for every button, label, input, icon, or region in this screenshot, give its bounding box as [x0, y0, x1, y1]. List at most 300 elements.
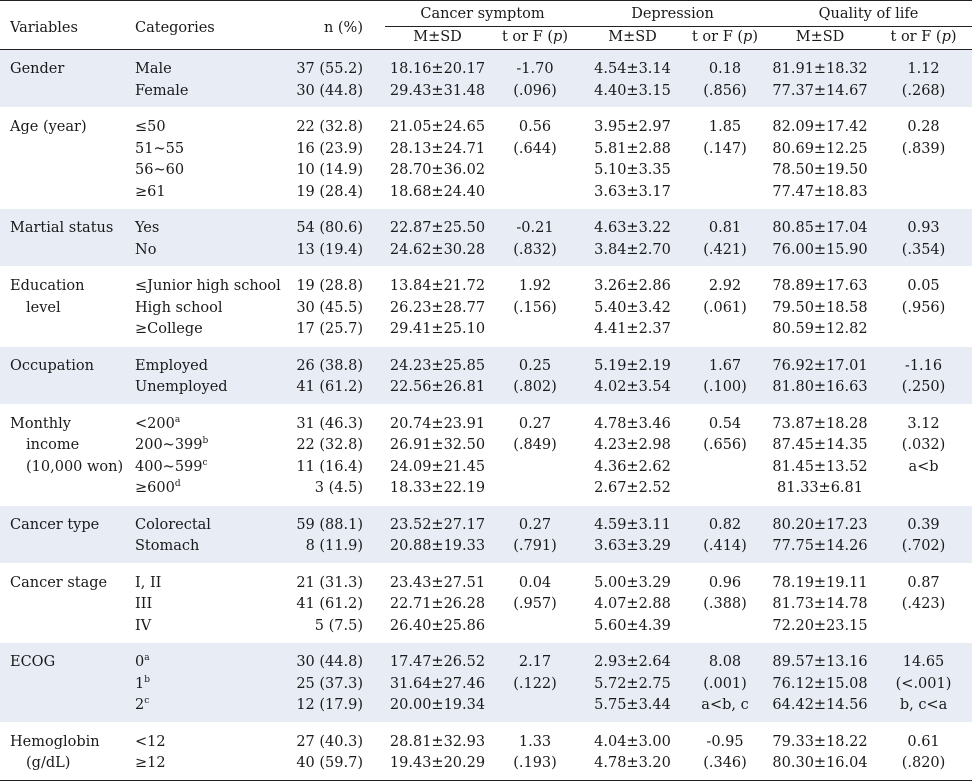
cancer-symptom-msd-cell	[385, 563, 490, 643]
table-row	[0, 209, 972, 267]
variable-cell	[0, 108, 125, 209]
qol-test-cell	[875, 643, 972, 723]
cell-line: 28.70±36.02	[389, 162, 486, 178]
cell-line: income	[26, 437, 80, 453]
cell-line: Female	[135, 82, 189, 99]
depression-msd-cell	[580, 563, 685, 643]
cell-line: 40 (59.7)	[296, 755, 363, 771]
cell-line: 72.20±23.15	[772, 617, 868, 634]
cell-line: 5.00±3.29	[594, 574, 671, 591]
cell-line: 12 (17.9)	[296, 697, 363, 713]
cell-line: 11 (16.4)	[296, 458, 363, 475]
cell-line: (.354)	[901, 241, 946, 258]
cell-line: 0.27	[518, 415, 552, 432]
cell-line: 0.25	[518, 357, 552, 374]
qol-msd-cell	[765, 209, 875, 267]
cell-line: ≥12	[135, 755, 166, 771]
cell-line: 0.61	[907, 733, 940, 750]
cell-line: 89.57±13.16	[772, 654, 868, 670]
table-row	[0, 108, 972, 209]
cell-line: (.414)	[703, 538, 747, 554]
cell-line: ECOG	[10, 654, 56, 670]
cell-line: (.096)	[513, 82, 557, 99]
table-row	[0, 563, 972, 643]
cell-line: 80.20±17.23	[772, 516, 868, 533]
cell-line: 22.71±26.28	[389, 596, 486, 612]
cell-line: 400~599$^c$	[135, 457, 208, 475]
cell-line: 4.04±3.00	[594, 733, 671, 750]
qol-test-cell	[875, 722, 972, 780]
cell-line: 59 (88.1)	[296, 516, 363, 533]
qol-test-cell	[875, 50, 972, 108]
cancer-symptom-test-cell	[490, 267, 580, 347]
cell-line: 4.63±3.22	[594, 220, 671, 236]
cell-line: 1.33	[518, 733, 552, 750]
cell-line: Colorectal	[135, 516, 211, 533]
cell-line: 24.09±21.45	[389, 458, 486, 475]
depression-msd-cell	[580, 108, 685, 209]
cell-line: 5.75±3.44	[594, 697, 671, 713]
cell-line: ≥61	[135, 183, 166, 200]
cell-line: III	[135, 596, 153, 612]
depression-test-cell	[685, 267, 765, 347]
cell-line: 30 (45.5)	[296, 299, 363, 316]
cell-line: 3.84±2.70	[594, 241, 671, 258]
cell-line: 76.12±15.08	[772, 675, 868, 692]
qol-test-cell	[875, 563, 972, 643]
cell-line: 41 (61.2)	[296, 596, 363, 612]
cancer-symptom-test-cell	[490, 50, 580, 108]
cell-line: 0.54	[708, 415, 742, 432]
cell-line: 4.59±3.11	[594, 516, 671, 533]
depression-msd-cell	[580, 643, 685, 723]
cancer-symptom-msd-cell	[385, 209, 490, 267]
cancer-symptom-test-cell	[490, 346, 580, 404]
header-test: t or F (p)	[502, 29, 569, 45]
n-percent-cell	[290, 505, 385, 563]
cell-line: High school	[135, 299, 223, 316]
cell-line: ≥College	[135, 321, 203, 337]
depression-msd-cell	[580, 346, 685, 404]
cell-line: 0.81	[708, 220, 742, 236]
category-cell	[125, 209, 290, 267]
variable-cell	[0, 563, 125, 643]
n-percent-cell	[290, 722, 385, 780]
cell-line: 1.92	[518, 278, 552, 294]
cell-line: (.156)	[513, 299, 557, 316]
cell-line: ≤50	[135, 119, 166, 135]
cell-line: (.421)	[703, 241, 747, 258]
cell-line: b, c<a	[899, 697, 948, 713]
cell-line: 2.92	[708, 278, 742, 294]
cell-line: 4.78±3.20	[594, 755, 671, 771]
cell-line: 87.45±14.35	[772, 437, 868, 453]
cell-line: Unemployed	[135, 379, 228, 395]
cell-line: -1.70	[516, 61, 554, 77]
qol-msd-cell	[765, 50, 875, 108]
cell-line: 1.67	[708, 357, 742, 374]
cell-line: (.100)	[703, 379, 747, 395]
cell-line: (.957)	[513, 596, 557, 612]
category-cell	[125, 505, 290, 563]
cell-line: Hemoglobin	[10, 733, 100, 750]
cell-line: 76.92±17.01	[772, 357, 868, 374]
cell-line: -0.95	[706, 733, 744, 750]
cell-line: 5.40±3.42	[594, 299, 671, 316]
cell-line: 0.05	[907, 278, 940, 294]
cell-line: 17 (25.7)	[296, 321, 363, 337]
cell-line: 20.00±19.34	[389, 697, 486, 713]
cell-line: 0.18	[708, 61, 742, 77]
cancer-symptom-test-cell	[490, 563, 580, 643]
n-percent-cell	[290, 643, 385, 723]
cell-line: 41 (61.2)	[296, 379, 363, 395]
cell-line: Gender	[10, 61, 65, 77]
cell-line: 0.87	[907, 574, 940, 591]
depression-msd-cell	[580, 267, 685, 347]
cell-line: (.250)	[901, 379, 946, 395]
qol-test-cell	[875, 404, 972, 505]
header-test: t or F (p)	[890, 29, 957, 45]
depression-msd-cell	[580, 209, 685, 267]
cell-line: 78.50±19.50	[772, 162, 868, 178]
qol-msd-cell	[765, 108, 875, 209]
cell-line: 18.16±20.17	[389, 61, 486, 77]
cell-line: $<200^a$	[135, 414, 181, 432]
category-cell	[125, 267, 290, 347]
n-percent-cell	[290, 404, 385, 505]
cell-line: (.122)	[513, 675, 557, 692]
cell-line: 64.42±14.56	[772, 697, 868, 713]
variable-cell	[0, 346, 125, 404]
cell-line: 5 (7.5)	[314, 617, 363, 634]
cell-line: 29.43±31.48	[389, 82, 486, 99]
cell-line: 200~399$^b$	[135, 436, 209, 453]
cell-line: (10,000 won)	[26, 458, 124, 475]
cell-line: Male	[135, 61, 172, 77]
variable-cell	[0, 50, 125, 108]
variable-cell	[0, 505, 125, 563]
cell-line: 30 (44.8)	[296, 82, 363, 99]
cell-line: 0.04	[518, 574, 552, 591]
cell-line: 8.08	[708, 654, 742, 670]
cancer-symptom-msd-cell	[385, 722, 490, 780]
qol-test-cell	[875, 505, 972, 563]
category-cell	[125, 346, 290, 404]
cancer-symptom-test-cell	[490, 209, 580, 267]
cell-line: 37 (55.2)	[296, 61, 363, 77]
cell-line: (.791)	[513, 538, 557, 554]
cell-line: (g/dL)	[26, 755, 71, 771]
cell-line: 0.27	[518, 516, 552, 533]
cell-line: 0.82	[708, 516, 742, 533]
cell-line: 81.45±13.52	[772, 458, 868, 475]
cell-line: 51~55	[135, 140, 185, 157]
header-msd: M±SD	[608, 29, 657, 45]
cell-line: a<b, c	[701, 697, 749, 713]
cell-line: 5.72±2.75	[594, 675, 671, 692]
n-percent-cell	[290, 346, 385, 404]
cell-line: 0.93	[907, 220, 940, 236]
variable-cell	[0, 267, 125, 347]
cell-line: 4.40±3.15	[594, 82, 671, 99]
cell-line: Stomach	[135, 538, 200, 554]
cell-line: 77.75±14.26	[772, 538, 868, 554]
cell-line: 2.93±2.64	[594, 654, 671, 670]
cell-line: 76.00±15.90	[772, 241, 868, 258]
table-row	[0, 50, 972, 108]
variable-cell	[0, 209, 125, 267]
cell-line: (.820)	[901, 755, 946, 771]
cell-line: (.001)	[703, 675, 747, 692]
cell-line: 22 (32.8)	[296, 437, 363, 453]
cell-line: 0.28	[907, 119, 940, 135]
cell-line: (.268)	[901, 82, 946, 99]
cell-line: 20.88±19.33	[389, 538, 486, 554]
depression-test-cell	[685, 108, 765, 209]
cell-line: 23.52±27.17	[389, 516, 486, 533]
header-depression: Depression	[580, 1, 765, 27]
qol-msd-cell	[765, 404, 875, 505]
cell-line: 3.12	[907, 415, 940, 432]
cell-line: (.032)	[901, 437, 946, 453]
cell-line: Martial status	[10, 220, 114, 236]
cell-line: Employed	[135, 357, 209, 374]
cell-line: 18.68±24.40	[389, 183, 486, 200]
n-percent-cell	[290, 267, 385, 347]
header-test: t or F (p)	[692, 29, 759, 45]
header-categories: Categories	[135, 19, 215, 36]
cell-line: 13 (19.4)	[296, 241, 363, 258]
cancer-symptom-msd-cell	[385, 505, 490, 563]
cell-line: 31.64±27.46	[389, 675, 486, 692]
cell-line: 2.17	[518, 654, 552, 670]
cell-line: 81.33±6.81	[777, 480, 863, 496]
cell-line: Cancer stage	[10, 574, 108, 591]
cell-line: (.656)	[703, 437, 747, 453]
cell-line: 21.05±24.65	[389, 119, 486, 135]
cancer-symptom-msd-cell	[385, 404, 490, 505]
cell-line: Cancer type	[10, 516, 100, 533]
depression-test-cell	[685, 346, 765, 404]
header-quality-of-life: Quality of life	[765, 1, 972, 27]
cancer-symptom-test-cell	[490, 505, 580, 563]
cell-line: 77.47±18.83	[772, 183, 868, 200]
cell-line: ≤Junior high school	[135, 278, 281, 294]
depression-test-cell	[685, 50, 765, 108]
cell-line: (.832)	[513, 241, 557, 258]
qol-test-cell	[875, 209, 972, 267]
cancer-symptom-msd-cell	[385, 108, 490, 209]
header-msd: M±SD	[413, 29, 462, 45]
table-row	[0, 267, 972, 347]
cancer-symptom-msd-cell	[385, 643, 490, 723]
qol-msd-cell	[765, 346, 875, 404]
qol-msd-cell	[765, 267, 875, 347]
variable-cell	[0, 404, 125, 505]
cell-line: 28.13±24.71	[389, 140, 486, 157]
cell-line: No	[135, 241, 157, 258]
cell-line: 19 (28.8)	[296, 278, 363, 294]
cell-line: (.346)	[703, 755, 747, 771]
depression-msd-cell	[580, 50, 685, 108]
cell-line: 22 (32.8)	[296, 119, 363, 135]
cell-line: 5.60±4.39	[594, 617, 671, 634]
cell-line: (.856)	[703, 82, 747, 99]
depression-test-cell	[685, 209, 765, 267]
cell-line: 20.74±23.91	[389, 415, 486, 432]
qol-test-cell	[875, 108, 972, 209]
cell-line: 21 (31.3)	[296, 574, 363, 591]
variable-cell	[0, 643, 125, 723]
cell-line: 26 (38.8)	[296, 357, 363, 374]
cell-line: 81.73±14.78	[772, 596, 868, 612]
category-cell	[125, 404, 290, 505]
cell-line: 18.33±22.19	[389, 480, 486, 496]
cell-line: 26.91±32.50	[389, 437, 486, 453]
cell-line: 81.80±16.63	[772, 379, 868, 395]
cell-line: 8 (11.9)	[305, 538, 363, 554]
cell-line: 14.65	[902, 654, 945, 670]
cell-line: 13.84±21.72	[389, 278, 486, 294]
cancer-symptom-msd-cell	[385, 50, 490, 108]
cell-line: 56~60	[135, 162, 185, 178]
cell-line: 19.43±20.29	[389, 755, 486, 771]
cell-line: 16 (23.9)	[296, 140, 363, 157]
cell-line: 26.23±28.77	[389, 299, 486, 316]
cell-line: 82.09±17.42	[772, 119, 868, 135]
cell-line: 10 (14.9)	[296, 162, 363, 178]
cell-line: 0.39	[907, 516, 940, 533]
depression-test-cell	[685, 563, 765, 643]
cell-line: (.956)	[901, 299, 946, 316]
cell-line: 79.50±18.58	[772, 299, 868, 316]
cell-line: <12	[135, 733, 166, 750]
cell-line: 3.26±2.86	[594, 278, 671, 294]
category-cell	[125, 563, 290, 643]
qol-msd-cell	[765, 643, 875, 723]
cancer-symptom-msd-cell	[385, 267, 490, 347]
cell-line: $\ge 600^d$	[135, 479, 181, 496]
cell-line: 54 (80.6)	[296, 220, 363, 236]
n-percent-cell	[290, 50, 385, 108]
cell-line: 31 (46.3)	[296, 415, 363, 432]
cancer-symptom-test-cell	[490, 643, 580, 723]
qol-msd-cell	[765, 722, 875, 780]
cell-line: (.423)	[901, 596, 946, 612]
cell-line: 0.56	[518, 119, 552, 135]
cell-line: 5.10±3.35	[594, 162, 671, 178]
variable-cell	[0, 722, 125, 780]
cell-line: Monthly	[10, 415, 71, 432]
qol-test-cell	[875, 267, 972, 347]
cell-line: 26.40±25.86	[389, 617, 486, 634]
cell-line: I, II	[135, 574, 162, 591]
cell-line: 30 (44.8)	[296, 654, 363, 670]
n-percent-cell	[290, 108, 385, 209]
cell-line: Occupation	[10, 357, 94, 374]
cell-line: 4.36±2.62	[594, 458, 671, 475]
cell-line: 1.85	[708, 119, 742, 135]
cell-line: 0.96	[708, 574, 742, 591]
category-cell	[125, 108, 290, 209]
cell-line: 19 (28.4)	[296, 183, 363, 200]
cancer-symptom-msd-cell	[385, 346, 490, 404]
cell-line: a<b	[908, 458, 939, 475]
cell-line: 2.67±2.52	[594, 480, 671, 496]
cell-line: 3.63±3.17	[594, 183, 671, 200]
depression-test-cell	[685, 722, 765, 780]
cell-line: (.147)	[703, 140, 747, 157]
cell-line: Yes	[135, 220, 160, 236]
cell-line: (.702)	[901, 538, 946, 554]
table-row	[0, 404, 972, 505]
header-msd: M±SD	[795, 29, 845, 45]
depression-msd-cell	[580, 505, 685, 563]
cell-line: 1.12	[907, 61, 940, 77]
cell-line: 25 (37.3)	[296, 675, 363, 692]
cancer-symptom-test-cell	[490, 108, 580, 209]
cell-line: 2$^c$	[135, 696, 150, 713]
table-row	[0, 346, 972, 404]
cell-line: IV	[135, 617, 152, 634]
depression-msd-cell	[580, 404, 685, 505]
header-variables: Variables	[10, 19, 78, 36]
cell-line: Education	[10, 278, 85, 294]
cell-line: 3.63±3.29	[594, 538, 671, 554]
cell-line: 29.41±25.10	[389, 321, 486, 337]
cell-line: 80.69±12.25	[772, 140, 868, 157]
cell-line: 5.81±2.88	[594, 140, 671, 157]
cell-line: 24.62±30.28	[389, 241, 486, 258]
cell-line: 28.81±32.93	[389, 733, 486, 750]
cell-line: 80.30±16.04	[772, 755, 868, 771]
header-n-percent: n (%)	[323, 19, 363, 36]
category-cell	[125, 643, 290, 723]
table-row	[0, 505, 972, 563]
cell-line: 27 (40.3)	[296, 733, 363, 750]
cell-line: 78.19±19.11	[772, 574, 868, 591]
cell-line: (.849)	[513, 437, 557, 453]
n-percent-cell	[290, 563, 385, 643]
cell-line: 0$^a$	[135, 653, 150, 670]
cell-line: 5.19±2.19	[594, 357, 671, 374]
cell-line: 78.89±17.63	[772, 278, 868, 294]
cell-line: (.802)	[513, 379, 557, 395]
cell-line: 4.78±3.46	[594, 415, 671, 432]
cell-line: 24.23±25.85	[389, 357, 486, 374]
cell-line: 3.95±2.97	[594, 119, 671, 135]
table-row	[0, 722, 972, 780]
cell-line: (.193)	[513, 755, 557, 771]
category-cell	[125, 50, 290, 108]
cell-line: 4.41±2.37	[594, 321, 671, 337]
cell-line: (.839)	[901, 140, 946, 157]
cell-line: -0.21	[516, 220, 554, 236]
cell-line: 4.07±2.88	[594, 596, 671, 612]
cell-line: 80.59±12.82	[772, 321, 868, 337]
depression-test-cell	[685, 404, 765, 505]
depression-test-cell	[685, 643, 765, 723]
cell-line: 4.02±3.54	[594, 379, 671, 395]
cancer-symptom-test-cell	[490, 404, 580, 505]
cancer-symptom-test-cell	[490, 722, 580, 780]
qol-msd-cell	[765, 505, 875, 563]
cell-line: (.061)	[703, 299, 747, 316]
cell-line: 81.91±18.32	[772, 61, 868, 77]
n-percent-cell	[290, 209, 385, 267]
cell-line: -1.16	[904, 357, 943, 374]
